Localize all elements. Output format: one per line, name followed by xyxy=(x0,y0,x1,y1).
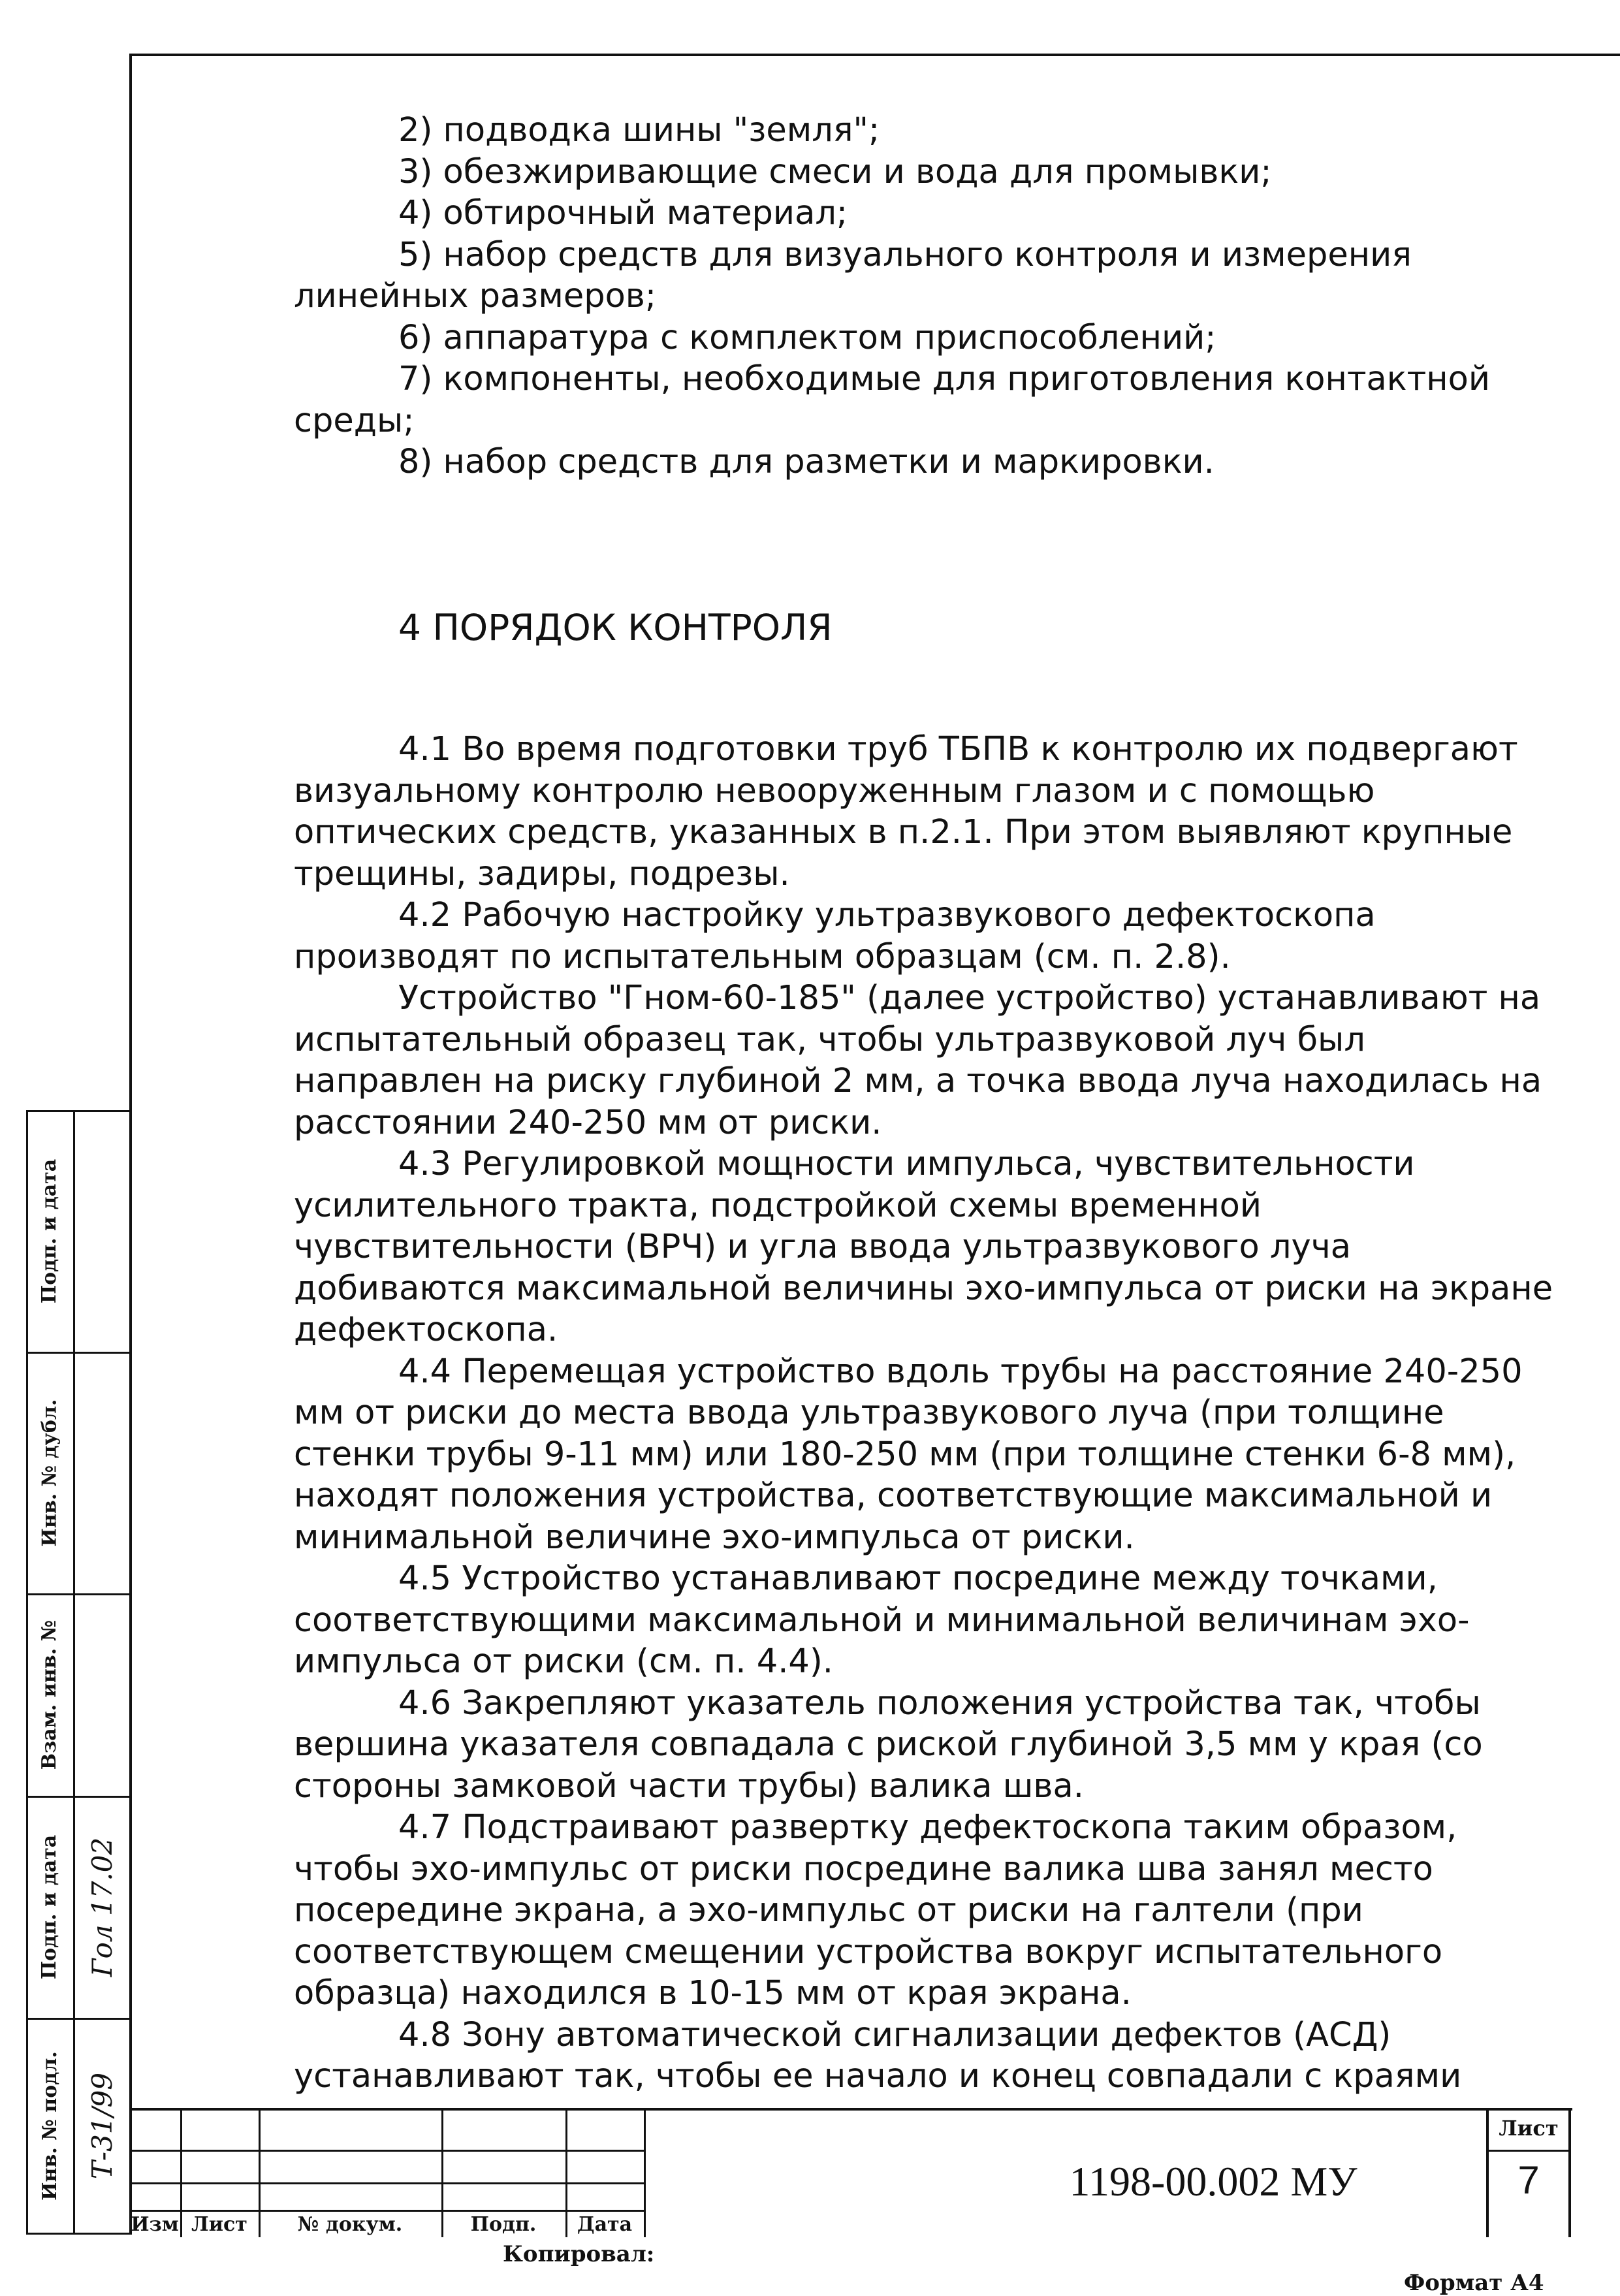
list-item: 7) компоненты, необходимые для приготовления контактной среды; xyxy=(294,360,1490,440)
document-code: 1198-00.002 МУ xyxy=(1069,2158,1358,2205)
stamp-label-original-inventory: Инв. № подл. xyxy=(38,2050,61,2201)
header-date: Дата xyxy=(577,2212,633,2236)
list-item: 8) набор средств для разметки и маркировки. xyxy=(398,443,1215,481)
list-item: 3) обезжиривающие смеси и вода для промывки; xyxy=(398,152,1272,191)
title-block-row-line xyxy=(129,2182,644,2184)
handwritten-signature-date: Гол 17.02 xyxy=(86,1837,119,1977)
sheet-label: Лист xyxy=(1499,2116,1559,2141)
header-sheet: Лист xyxy=(191,2212,247,2236)
title-block-row-line xyxy=(129,2150,644,2152)
handwritten-inventory-number: Т-31/99 xyxy=(86,2072,119,2179)
header-doc-number: № докум. xyxy=(297,2212,403,2236)
sheet-cell-line xyxy=(1486,2150,1571,2152)
stamp-label-dup-inventory: Инв. № дубл. xyxy=(38,1399,61,1546)
list-item: 4) обтирочный материал; xyxy=(398,194,848,232)
title-block-divider xyxy=(644,2111,646,2237)
paragraph-4-1: 4.1 Во время подготовки труб ТБПВ к контролю их подвергают визуальному контролю невооруженным глазом и с помощью оптических средств, указанных в п.2.1. При этом выявляют крупные трещины, задиры, подрезы. xyxy=(294,730,1518,893)
list-item: 6) аппаратура с комплектом приспособлений; xyxy=(398,318,1216,357)
title-block xyxy=(129,2108,1572,2237)
document-body xyxy=(294,110,1554,2097)
paragraph-4-3: 4.3 Регулировкой мощности импульса, чувствительности усилительного тракта, подстройкой схемы временной чувствительности (ВРЧ) и угла ввода ультразвукового луча добиваются максимальной величины эхо-импульса от риски на экране дефектоскопа. xyxy=(294,1145,1553,1349)
paragraph-4-5: 4.5 Устройство устанавливают посредине между точками, соответствующими максимальной и минимальной величинам эхо-импульса от риски (см. п. 4.4). xyxy=(294,1559,1470,1681)
list-item: 2) подводка шины "земля"; xyxy=(398,111,880,150)
section-heading: 4 ПОРЯДОК КОНТРОЛЯ xyxy=(398,606,833,648)
paragraph-4-7: 4.7 Подстраивают развертку дефектоскопа таким образом, чтобы эхо-импульс от риски посредине валика шва занял место посередине экрана, а эхо-импульс от риски на галтели (при соответствующем смещении устройства вокруг испытательного образца) находился в 10-15 мм от края экрана. xyxy=(294,1808,1457,2013)
header-change: Изм xyxy=(131,2212,179,2236)
paragraph-device-setup: Устройство "Гном-60-185" (далее устройство) устанавливают на испытательный образец так, чтобы ультразвуковой луч был направлен на риску глубиной 2 мм, а точка ввода луча находилась на расстоянии 240-250 мм от риски. xyxy=(294,979,1542,1142)
copied-by-label: Копировал: xyxy=(503,2241,655,2267)
list-item: 5) набор средств для визуального контроля и измерения линейных размеров; xyxy=(294,235,1412,315)
page-frame-left xyxy=(129,54,132,2235)
stamp-label-sign-date: Подп. и дата xyxy=(38,1158,61,1303)
paragraph-4-2: 4.2 Рабочую настройку ультразвукового дефектоскопа производят по испытательным образцам (см. п. 2.8). xyxy=(294,896,1376,976)
margin-stamp xyxy=(26,1110,129,2235)
stamp-label-sign-date-2: Подп. и дата xyxy=(38,1834,61,1979)
header-signature: Подп. xyxy=(470,2212,537,2236)
paragraph-4-6: 4.6 Закрепляют указатель положения устройства так, чтобы вершина указателя совпадала с риской глубиной 3,5 мм у края (со стороны замковой части трубы) валика шва. xyxy=(294,1683,1483,1806)
paragraph-4-4: 4.4 Перемещая устройство вдоль трубы на расстояние 240-250 мм от риски до места ввода ультразвукового луча (при толщине стенки трубы 9-11 мм) или 180-250 мм (при толщине стенки 6-8 мм), находят положения устройства, соответствующие максимальной и минимальной величине эхо-импульса от риски. xyxy=(294,1352,1523,1557)
stamp-divider xyxy=(73,1110,75,2235)
page-frame-top xyxy=(129,54,1620,56)
sheet-number: 7 xyxy=(1517,2158,1540,2202)
stamp-label-replace-inventory: Взам. инв. № xyxy=(38,1619,61,1770)
paragraph-4-8: 4.8 Зону автоматической сигнализации дефектов (АСД) устанавливают так, чтобы ее начало и конец совпадали с краями xyxy=(294,2015,1462,2096)
format-label: Формат А4 xyxy=(1404,2270,1544,2296)
